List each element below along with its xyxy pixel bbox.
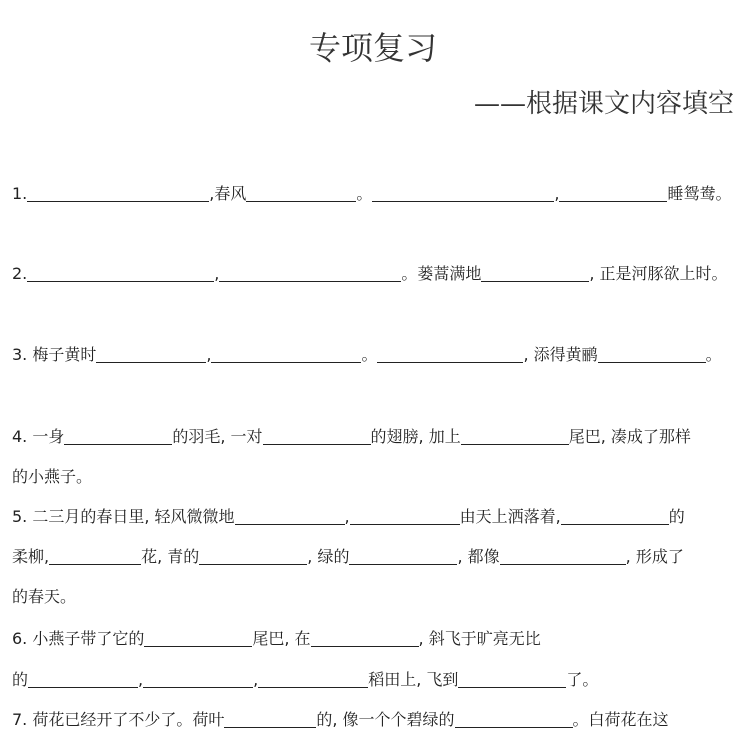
question-5-line-2 [12,545,750,569]
fill-blank[interactable] [455,711,573,728]
question-number: 1. [12,184,28,203]
fill-blank[interactable] [561,508,669,525]
question-text: 。 [356,184,373,203]
fill-blank[interactable] [246,185,356,202]
question-text: 的小燕子。 [12,467,93,486]
question-text: , [344,507,350,526]
fill-blank[interactable] [372,185,554,202]
fill-blank[interactable] [199,548,307,565]
question-5-line-3 [12,585,750,609]
fill-blank[interactable] [235,508,345,525]
question-text: 。蒌蒿满地 [401,264,482,283]
question-text: 柔柳, [12,547,50,566]
question-text: 。 [705,345,722,364]
question-2 [12,262,750,286]
question-text: , 绿的 [307,547,350,566]
fill-blank[interactable] [461,428,569,445]
fill-blank[interactable] [96,346,206,363]
question-4-line-1 [12,425,750,449]
fill-blank[interactable] [211,346,361,363]
question-text: , 都像 [457,547,500,566]
question-6-line-2 [12,668,750,692]
fill-blank[interactable] [559,185,667,202]
question-text: 的 [668,507,685,526]
question-text: , [206,345,212,364]
fill-blank[interactable] [27,185,209,202]
question-text: 的 [12,670,29,689]
fill-blank[interactable] [28,671,138,688]
question-text: 4. 一身 [12,427,65,446]
question-1 [12,182,750,206]
question-text: 。 [361,345,378,364]
question-text: 尾巴, 在 [252,629,311,648]
fill-blank[interactable] [311,630,419,647]
question-6-line-1 [12,627,750,651]
question-text: ,春风 [209,184,247,203]
question-number: 2. [12,264,28,283]
question-text: 尾巴, 凑成了那样 [568,427,691,446]
fill-blank[interactable] [143,671,253,688]
fill-blank[interactable] [377,346,523,363]
question-text: 花, 青的 [141,547,200,566]
question-3 [12,343,750,367]
fill-blank[interactable] [27,265,214,282]
fill-blank[interactable] [49,548,141,565]
question-text: , [214,264,220,283]
fill-blank[interactable] [350,508,460,525]
fill-blank[interactable] [481,265,589,282]
fill-blank[interactable] [144,630,252,647]
fill-blank[interactable] [500,548,626,565]
question-text: 5. 二三月的春日里, 轻风微微地 [12,507,235,526]
question-5-line-1 [12,505,750,529]
fill-blank[interactable] [258,671,368,688]
question-text: , 正是河豚欲上时。 [589,264,728,283]
question-text: 7. 荷花已经开了不少了。荷叶 [12,710,225,729]
question-text: , [253,670,259,689]
document-subtitle: ——根据课文内容填空 [473,89,734,119]
fill-blank[interactable] [349,548,457,565]
question-text: 3. 梅子黄时 [12,345,97,364]
fill-blank[interactable] [263,428,371,445]
question-text: 的翅膀, 加上 [370,427,461,446]
fill-blank[interactable] [64,428,172,445]
question-text: 的春天。 [12,587,77,606]
question-7-line-1 [12,708,750,732]
question-text: , [554,184,560,203]
question-text: 睡鸳鸯。 [667,184,732,203]
question-4-line-2 [12,465,750,489]
question-text: , 添得黄鹂 [523,345,598,364]
fill-blank[interactable] [458,671,566,688]
question-text: 了。 [566,670,599,689]
fill-blank[interactable] [224,711,316,728]
question-text: 稻田上, 飞到 [368,670,459,689]
question-text: , 斜飞于旷亮无比 [418,629,541,648]
question-text: , [138,670,144,689]
question-text: 的羽毛, 一对 [172,427,263,446]
fill-blank[interactable] [598,346,706,363]
question-text: , 形成了 [625,547,684,566]
fill-blank[interactable] [219,265,401,282]
document-title: 专项复习 [308,29,437,67]
question-text: 。白荷花在这 [572,710,669,729]
question-text: 6. 小燕子带了它的 [12,629,145,648]
question-text: 的, 像一个个碧绿的 [316,710,455,729]
question-text: 由天上洒落着, [459,507,561,526]
